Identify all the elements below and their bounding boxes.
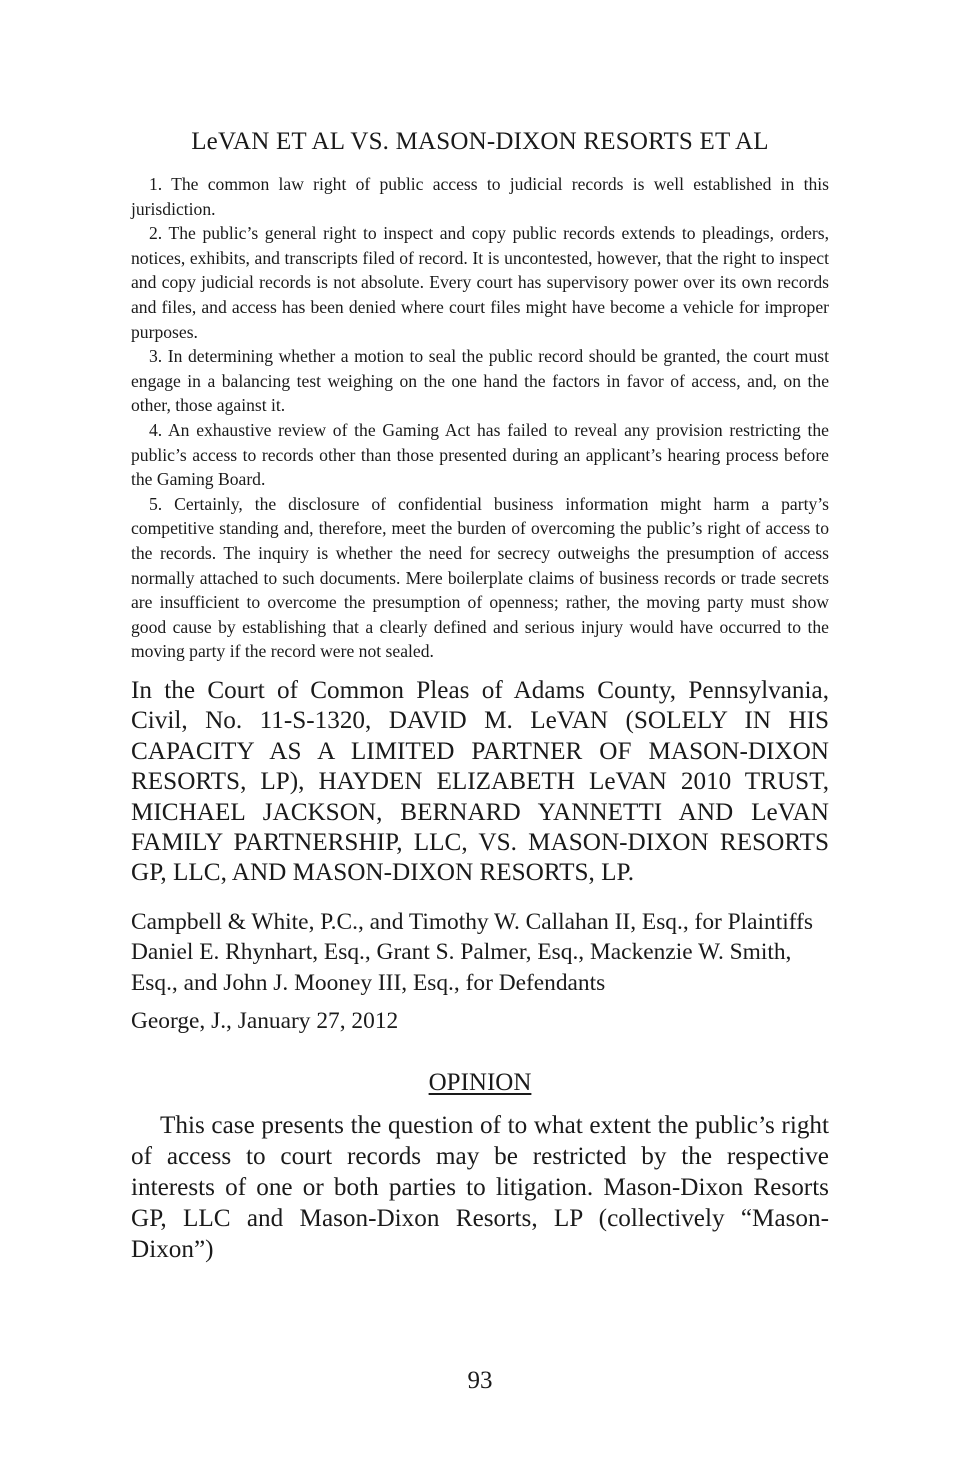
headnote-number: 3. — [149, 346, 163, 367]
opinion-heading-text: OPINION — [428, 1068, 532, 1096]
headnote-text: The common law right of public access to judicial records is well established in this jurisdiction. — [131, 174, 829, 219]
headnote-number: 2. — [149, 223, 163, 244]
headnote-number: 4. — [149, 419, 163, 440]
opinion-heading — [131, 1068, 829, 1098]
headnote-number: 5. — [149, 493, 163, 514]
headnote-1 — [131, 172, 829, 221]
counsel-defendants: Daniel E. Rhynhart, Esq., Grant S. Palmer, Esq., Mackenzie W. Smith, Esq., and John J. Mooney III, Esq., for Defendants — [131, 939, 792, 996]
headnotes — [131, 172, 829, 664]
headnote-2 — [131, 221, 829, 344]
headnote-text: An exhaustive review of the Gaming Act has failed to reveal any provision restricting the public’s access to records other than those presented during an applicant’s hearing process before the Gaming Board. — [131, 419, 829, 490]
headnote-5 — [131, 492, 829, 664]
page-number: 93 — [467, 1367, 493, 1394]
document-page — [131, 124, 829, 1265]
running-head: LeVAN ET AL VS. MASON-DIXON RESORTS ET AL — [191, 128, 769, 155]
headnote-4 — [131, 418, 829, 492]
headnote-text: In determining whether a motion to seal the public record should be granted, the court must engage in a balancing test weighing on the one hand the factors in favor of access, and, on the other, those against it. — [131, 346, 830, 416]
counsel-block — [131, 907, 829, 998]
headnote-text: The public’s general right to inspect and copy public records extends to pleadings, orders, notices, exhibits, and transcripts filed of record. It is uncontested, however, that the right to inspect and copy judicial records is not absolute. Every court has supervisory power over its own records and files, and access has been denied where court files might have become a vehicle for improper purposes. — [131, 223, 829, 342]
headnote-3 — [131, 344, 829, 418]
opinion-paragraph: This case presents the question of to what extent the public’s right of access to court records may be restricted by the respective interests of one or both parties to litigation. Mason-Dixon Resorts GP, LLC and Mason-Dixon Resorts, LP (collectively “Mason-Dixon”) — [131, 1111, 829, 1263]
headnote-text: Certainly, the disclosure of confidential business information might harm a party’s competitive standing and, therefore, meet the burden of overcoming the public’s right of access to the records. The inquiry is whether the need for secrecy outweighs the presumption of access normally attached to such documents. Mere boilerplate claims of business records or trade secrets are insufficient to overcome the presumption of openness; rather, the moving party must show good cause by establishing that a clearly defined and serious injury would have occurred to the moving party if the record were not sealed. — [131, 493, 829, 662]
case-caption: In the Court of Common Pleas of Adams County, Pennsylvania, Civil, No. 11-S-1320, DAVID M. LeVAN (SOLELY IN HIS CAPACITY AS A LIMITED PARTNER OF MASON-DIXON RESORTS, LP), HAYDEN ELIZABETH LeVAN 2010 TRUST, MICHAEL JACKSON, BERNARD YANNETTI AND LeVAN FAMILY PARTNERSHIP, LLC, VS. MASON-DIXON RESORTS GP, LLC, AND MASON-DIXON RESORTS, LP. — [131, 676, 829, 887]
counsel-plaintiffs: Campbell & White, P.C., and Timothy W. Callahan II, Esq., for Plaintiffs — [131, 908, 814, 935]
judge-date-line: George, J., January 27, 2012 — [131, 1007, 399, 1034]
headnote-number: 1. — [149, 174, 163, 194]
